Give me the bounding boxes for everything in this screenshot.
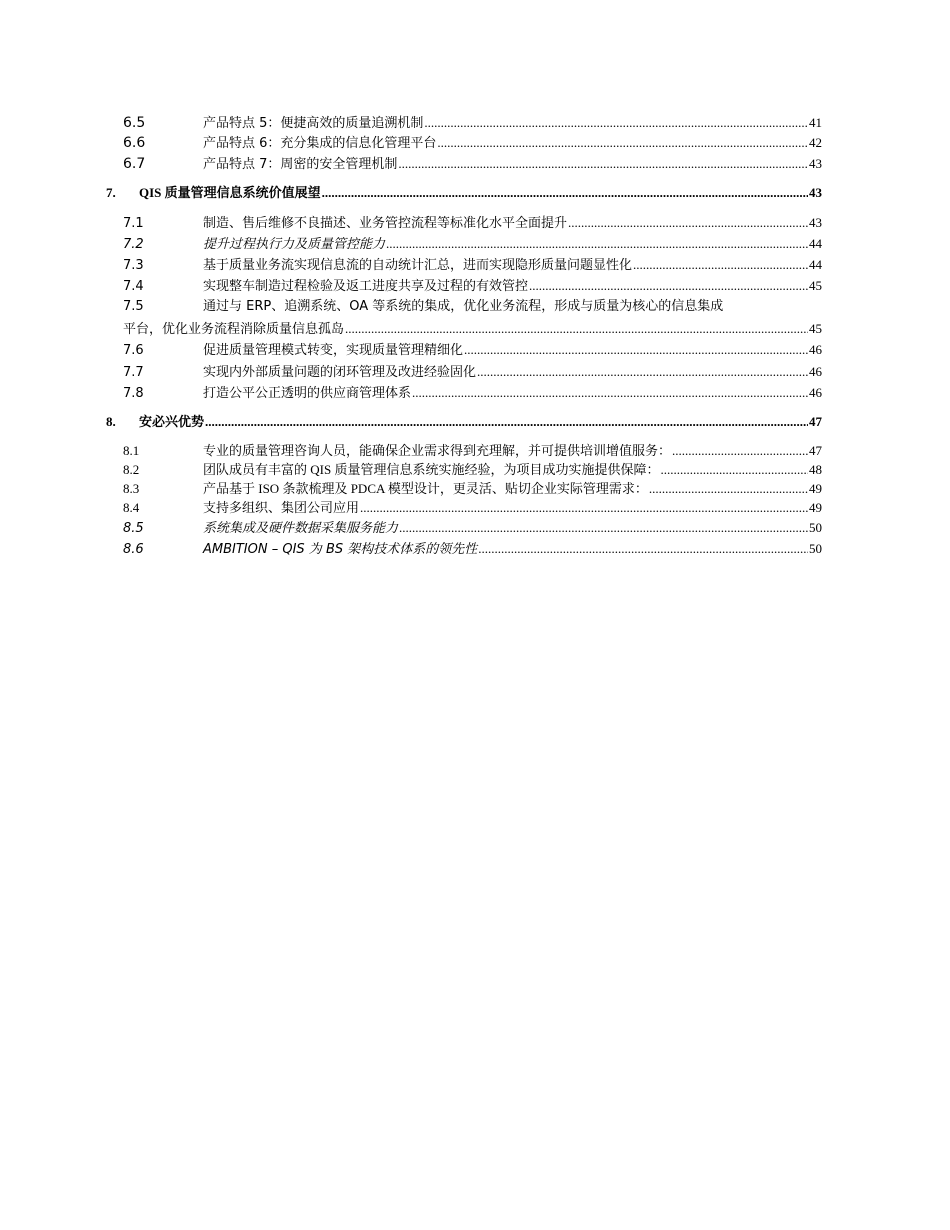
- toc-leader-dots: [424, 115, 808, 131]
- toc-entry-page: 45: [809, 321, 822, 336]
- toc-entry-7[interactable]: [106, 185, 822, 201]
- toc-entry-title: QIS 质量管理信息系统价值展望: [139, 185, 321, 200]
- toc-entry-page: 43: [809, 215, 822, 230]
- toc-entry-7-4[interactable]: [123, 278, 822, 295]
- toc-entry-title: 产品特点 5：便捷高效的质量追溯机制: [203, 116, 424, 131]
- toc-entry-page: 49: [809, 481, 822, 496]
- toc-entry-7-2[interactable]: [123, 236, 822, 253]
- toc-entry-title: 产品特点 6：充分集成的信息化管理平台: [203, 136, 437, 151]
- toc-entry-page: 50: [809, 541, 822, 556]
- toc-entry-title: 通过与 ERP、追溯系统、OA 等系统的集成，优化业务流程，形成与质量为核心的信息集成: [203, 299, 724, 314]
- toc-leader-dots: [672, 443, 808, 459]
- toc-entry-number: 7.2: [123, 237, 144, 252]
- toc-entry-number: 7.6: [123, 343, 144, 358]
- toc-leader-dots: [477, 364, 808, 380]
- toc-leader-dots: [360, 500, 808, 516]
- toc-entry-8[interactable]: [106, 414, 822, 430]
- toc-leader-dots: [478, 541, 808, 557]
- toc-entry-page: 44: [809, 236, 822, 251]
- toc-leader-dots: [412, 385, 808, 401]
- toc-entry-number: 7.: [106, 185, 116, 200]
- toc-leader-dots: [568, 215, 808, 231]
- toc-entry-number: 6.5: [123, 115, 146, 131]
- toc-entry-page: 47: [809, 414, 822, 429]
- toc-leader-dots: [660, 462, 808, 478]
- toc-entry-title: 专业的质量管理咨询人员，能确保企业需求得到充理解，并可提供培训增值服务：: [203, 443, 672, 458]
- toc-entry-title: AMBITION – QIS 为 BS 架构技术体系的领先性: [203, 542, 478, 557]
- toc-leader-dots: [649, 481, 808, 497]
- toc-entry-page: 44: [809, 257, 822, 272]
- toc-entry-title: 实现内外部质量问题的闭环管理及改进经验固化: [203, 365, 477, 380]
- toc-entry-title: 实现整车制造过程检验及返工进度共享及过程的有效管控: [203, 279, 529, 294]
- toc-leader-dots: [345, 321, 808, 337]
- toc-leader-dots: [464, 342, 808, 358]
- toc-leader-dots: [633, 257, 808, 273]
- toc-entry-8-3[interactable]: [123, 481, 822, 497]
- toc-entry-title: 安必兴优势: [139, 414, 205, 429]
- toc-entry-number: 8.4: [123, 500, 140, 515]
- toc-leader-dots: [399, 520, 808, 536]
- toc-entry-title: 系统集成及硬件数据采集服务能力: [203, 521, 399, 536]
- toc-entry-number: 7.1: [123, 216, 144, 231]
- toc-entry-7-8[interactable]: [123, 385, 822, 402]
- toc-entry-title: 产品特点 7：周密的安全管理机制: [203, 157, 398, 172]
- toc-entry-6-7[interactable]: [123, 156, 822, 173]
- toc-entry-page: 43: [809, 185, 822, 200]
- toc-entry-page: 50: [809, 520, 822, 535]
- toc-entry-page: 46: [809, 342, 822, 357]
- toc-entry-title: 制造、售后维修不良描述、业务管控流程等标准化水平全面提升: [203, 216, 568, 231]
- toc-entry-7-5-continued[interactable]: [123, 321, 822, 338]
- toc-entry-title: 提升过程执行力及质量管控能力: [203, 237, 386, 252]
- toc-entry-page: 45: [809, 278, 822, 293]
- toc-entry-title: 团队成员有丰富的 QIS 质量管理信息系统实施经验，为项目成功实施提供保障：: [203, 462, 660, 477]
- toc-entry-6-6[interactable]: [123, 135, 822, 152]
- toc-entry-page: 41: [809, 115, 822, 130]
- toc-entry-page: 42: [809, 135, 822, 150]
- toc-entry-title: 支持多组织、集团公司应用: [203, 500, 360, 515]
- toc-entry-page: 46: [809, 385, 822, 400]
- toc-entry-number: 6.6: [123, 135, 146, 151]
- toc-leader-dots: [529, 278, 808, 294]
- toc-entry-title: 产品基于 ISO 条款梳理及 PDCA 模型设计，更灵活、贴切企业实际管理需求：: [203, 481, 648, 496]
- toc-entry-7-6[interactable]: [123, 342, 822, 359]
- toc-entry-number: 8.1: [123, 443, 140, 458]
- toc-leader-dots: [205, 414, 808, 430]
- toc-entry-title: 促进质量管理模式转变，实现质量管理精细化: [203, 343, 464, 358]
- toc-entry-title: 基于质量业务流实现信息流的自动统计汇总，进而实现隐形质量问题显性化: [203, 258, 633, 273]
- toc-entry-page: 47: [809, 443, 822, 458]
- toc-entry-8-5[interactable]: [123, 520, 822, 537]
- toc-entry-number: 7.4: [123, 279, 144, 294]
- toc-entry-8-6[interactable]: [123, 541, 822, 558]
- toc-entry-6-5[interactable]: [123, 115, 822, 132]
- toc-entry-page: 48: [809, 462, 822, 477]
- toc-entry-number: 8.5: [123, 521, 144, 536]
- toc-entry-number: 6.7: [123, 156, 146, 172]
- toc-leader-dots: [398, 156, 808, 172]
- toc-entry-8-1[interactable]: [123, 443, 822, 459]
- toc-entry-7-7[interactable]: [123, 364, 822, 381]
- toc-entry-number: 7.5: [123, 299, 144, 314]
- toc-entry-page: 49: [809, 500, 822, 515]
- toc-entry-number: 8.3: [123, 481, 140, 496]
- toc-entry-number: 7.8: [123, 386, 144, 401]
- toc-leader-dots: [437, 135, 808, 151]
- toc-entry-number: 8.2: [123, 462, 140, 477]
- toc-leader-dots: [386, 236, 808, 252]
- toc-entry-number: 8.: [106, 414, 116, 429]
- toc-entry-number: 7.7: [123, 365, 144, 380]
- toc-entry-page: 43: [809, 156, 822, 171]
- toc-entry-7-1[interactable]: [123, 215, 822, 232]
- toc-entry-title-continued: 平台，优化业务流程消除质量信息孤岛: [123, 322, 345, 337]
- toc-entry-title: 打造公平公正透明的供应商管理体系: [203, 386, 412, 401]
- toc-entry-8-4[interactable]: [123, 500, 822, 516]
- toc-entry-page: 46: [809, 364, 822, 379]
- toc-entry-number: 8.6: [123, 542, 144, 557]
- toc-entry-7-5[interactable]: [123, 299, 822, 315]
- toc-leader-dots: [322, 185, 808, 201]
- toc-entry-8-2[interactable]: [123, 462, 822, 478]
- toc-entry-number: 7.3: [123, 258, 144, 273]
- toc-entry-7-3[interactable]: [123, 257, 822, 274]
